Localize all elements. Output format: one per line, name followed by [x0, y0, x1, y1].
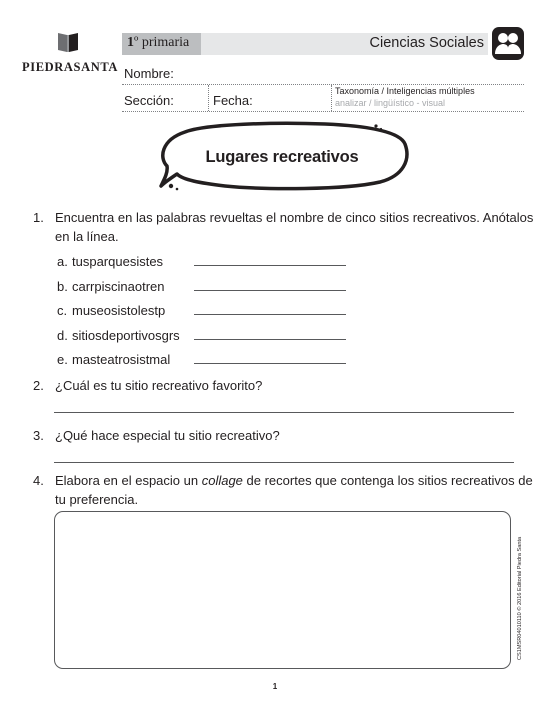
answer-line[interactable] [54, 412, 514, 413]
item-letter: a. [57, 254, 68, 269]
section-field-label: Sección: [124, 93, 174, 108]
question-text: Encuentra en las palabras revueltas el nombre de cinco sitios recreativos. Anótalos [55, 210, 534, 225]
item-letter: b. [57, 279, 68, 294]
question-number: 3. [33, 428, 44, 443]
name-line [122, 84, 524, 85]
question-text: ¿Qué hace especial tu sitio recreativo? [55, 428, 280, 443]
people-icon [492, 27, 524, 60]
answer-line[interactable] [194, 339, 346, 340]
scrambled-word: masteatrosistmal [72, 352, 171, 367]
name-field-label: Nombre: [124, 66, 174, 81]
scrambled-word: carrpiscinaotren [72, 279, 165, 294]
item-letter: e. [57, 352, 68, 367]
scrambled-word: sitiosdeportivosgrs [72, 328, 180, 343]
section-line [122, 111, 524, 112]
answer-line[interactable] [194, 314, 346, 315]
people-icon-glyph [492, 27, 524, 60]
grade-label: 1º primaria [127, 35, 190, 50]
scrambled-word: tusparquesistes [72, 254, 164, 269]
question-number: 2. [33, 378, 44, 393]
question-text: ¿Cuál es tu sitio recreativo favorito? [55, 378, 263, 393]
question-text: Elabora en el espacio un collage de recortes que contenga los sitios recreativos de [55, 473, 533, 488]
answer-line[interactable] [194, 265, 346, 266]
item-letter: d. [57, 328, 68, 343]
book-logo-icon [56, 30, 80, 54]
question-number: 4. [33, 473, 44, 488]
answer-line[interactable] [194, 363, 346, 364]
subject-title: Ciencias Sociales [369, 35, 484, 51]
divider [331, 85, 332, 111]
answer-line[interactable] [194, 290, 346, 291]
item-letter: c. [57, 303, 68, 318]
question-text: tu preferencia. [55, 492, 139, 507]
question-text: en la línea. [55, 229, 119, 244]
copyright-notice: CS1MSR04010110 © 2016 Editorial Piedra Santa [517, 536, 523, 660]
answer-line[interactable] [54, 462, 514, 463]
question-number: 1. [33, 210, 44, 225]
divider [208, 85, 209, 111]
taxonomy-subtitle: analizar / lingüístico - visual [335, 98, 446, 108]
worksheet-title: Lugares recreativos [205, 148, 359, 166]
date-field-label: Fecha: [213, 93, 253, 108]
brand-name: PIEDRASANTA [22, 60, 118, 74]
scrambled-word: museosistolestp [72, 303, 166, 318]
page-number: 1 [272, 682, 278, 691]
publisher-logo [22, 30, 118, 76]
collage-area[interactable] [54, 511, 511, 669]
taxonomy-title: Taxonomía / Inteligencias múltiples [335, 86, 475, 96]
